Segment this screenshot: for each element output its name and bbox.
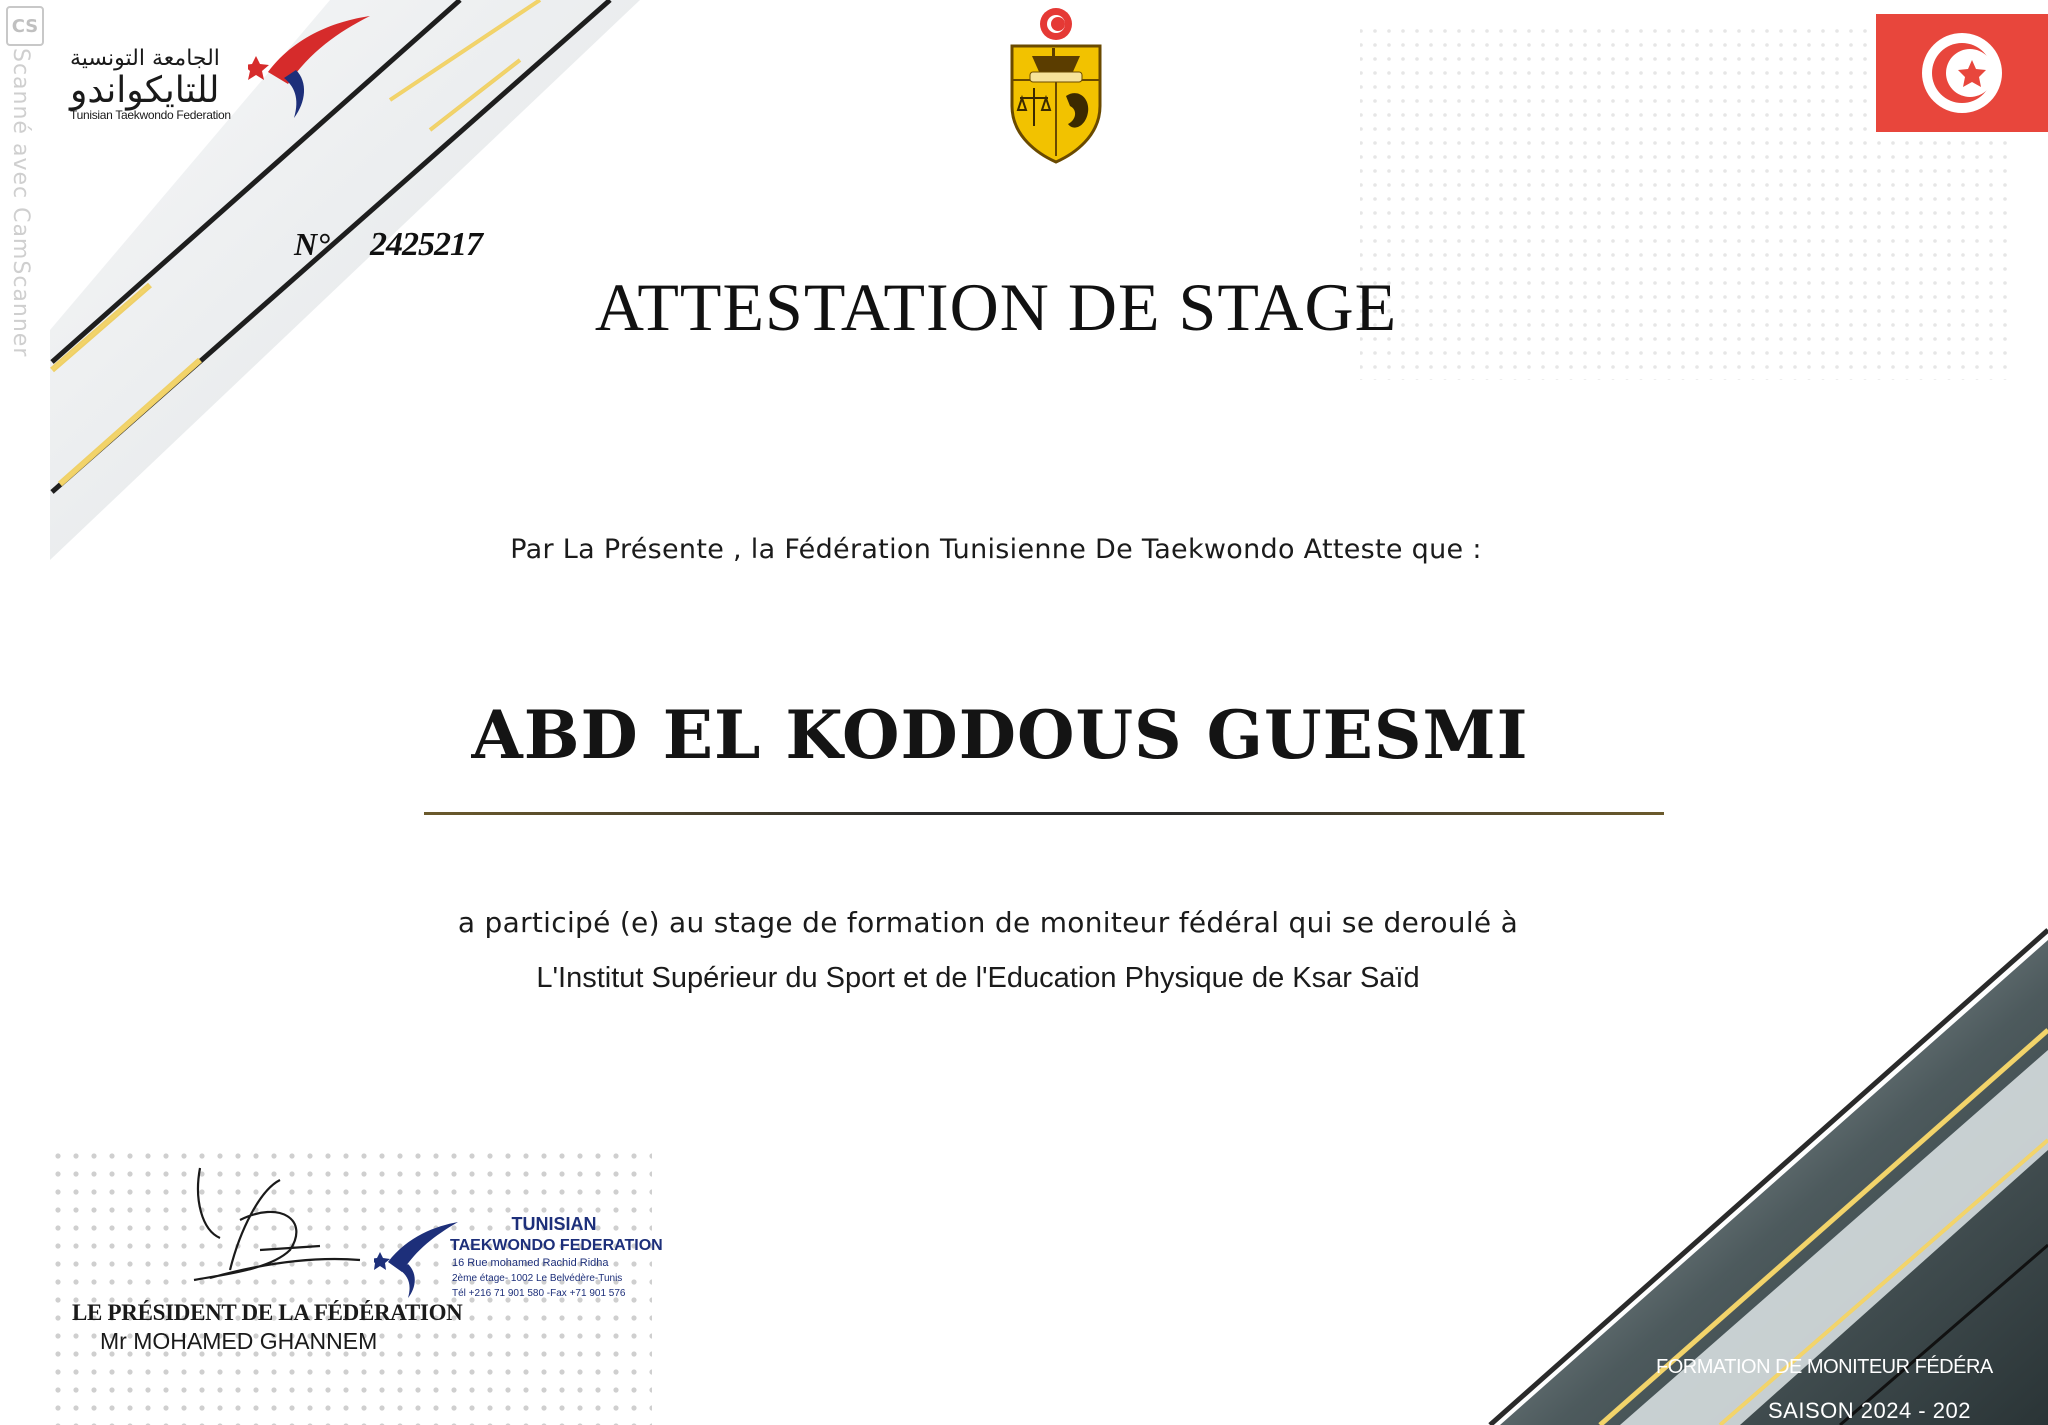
certificate-title-text: ATTESTATION DE STAGE xyxy=(594,269,1398,345)
recipient-name-text: ABD EL KODDOUS GUESMI xyxy=(471,696,1529,774)
certificate-body-line2 xyxy=(0,962,2048,995)
federation-name-arabic-line1: الجامعة التونسية xyxy=(70,46,220,71)
federation-logo-icon xyxy=(248,12,378,122)
tunisia-flag-icon xyxy=(1876,14,2048,132)
federation-name-english: Tunisian Taekwondo Federation xyxy=(70,108,231,122)
stamp-logo-icon xyxy=(374,1220,464,1300)
certificate-body-line1-text: a participé (e) au stage de formation de moniteur fédéral qui se deroulé à xyxy=(457,906,1519,939)
name-underline xyxy=(424,812,1664,815)
stamp-line2: TAEKWONDO FEDERATION xyxy=(450,1237,663,1254)
stamp-line1: TUNISIAN xyxy=(511,1214,597,1234)
camscanner-badge: CS xyxy=(6,6,44,46)
certificate-number-label: N° xyxy=(294,226,330,262)
president-signature xyxy=(180,1160,370,1300)
certificate-body-line1 xyxy=(0,906,2048,939)
certificate-number: 2425217 xyxy=(370,226,482,263)
federation-name-arabic-line2: للتايكواندو xyxy=(70,70,220,111)
coat-of-arms-icon xyxy=(1004,6,1108,164)
certificate-intro xyxy=(0,534,2048,565)
certificate-body-line2-text: L'Institut Supérieur du Sport et de l'Education Physique de Ksar Saïd xyxy=(536,962,1420,994)
certificate-title xyxy=(0,268,2048,347)
recipient-name xyxy=(0,696,2048,774)
stamp-line5: Tél +216 71 901 580 -Fax +71 901 576 xyxy=(452,1288,626,1299)
president-name: Mr MOHAMED GHANNEM xyxy=(100,1328,378,1354)
camscanner-caption: Scanné avec CamScanner xyxy=(8,48,33,358)
footer-formation: FORMATION DE MONITEUR FÉDÉRA xyxy=(1656,1356,1993,1378)
stamp-line4: 2ème étage- 1002 Le Belvédère-Tunis xyxy=(452,1273,623,1284)
footer-saison: SAISON 2024 - 202 xyxy=(1768,1398,1971,1423)
stamp-line3: 16 Rue mohamed Rachid Ridha xyxy=(452,1257,609,1269)
certificate-intro-text: Par La Présente , la Fédération Tunisienne De Taekwondo Atteste que : xyxy=(510,534,1482,565)
president-role: LE PRÉSIDENT DE LA FÉDÉRATION xyxy=(72,1300,463,1325)
